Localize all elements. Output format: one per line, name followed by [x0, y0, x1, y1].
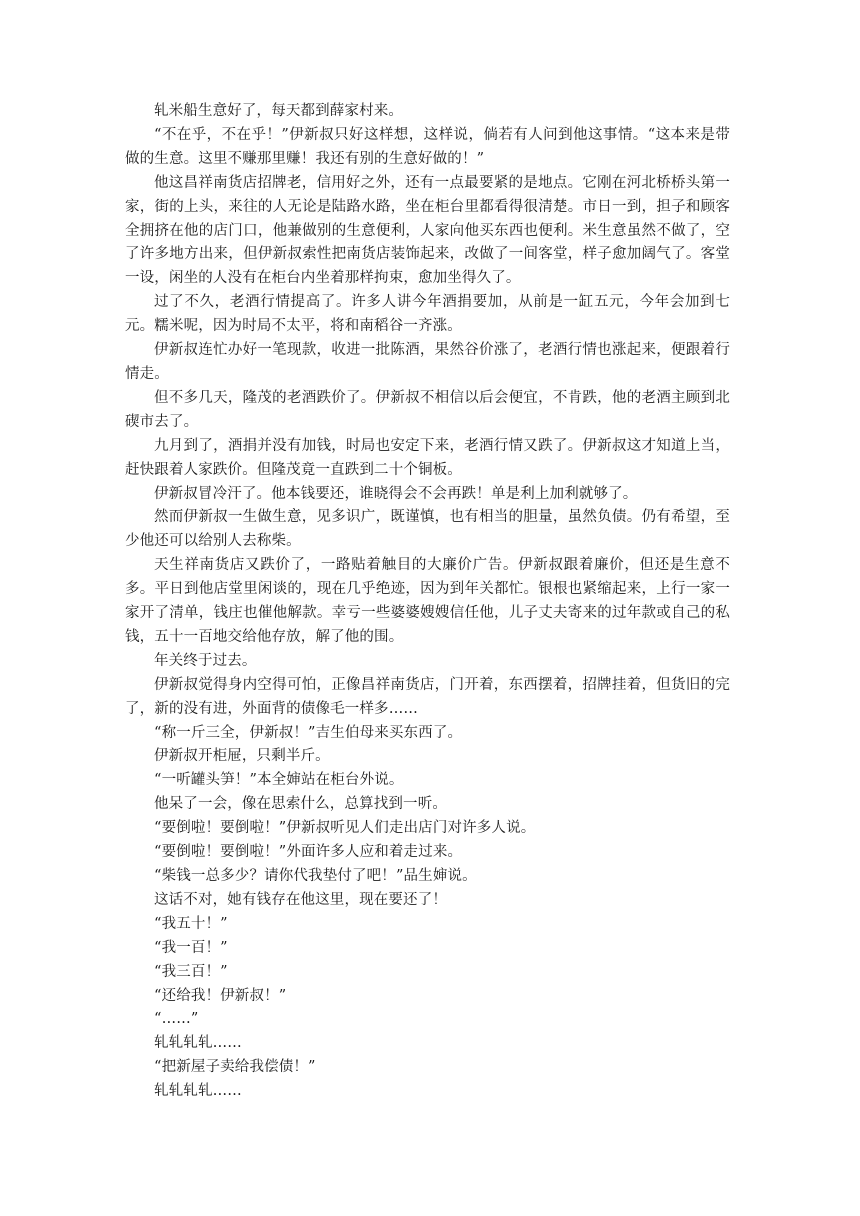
paragraph: 天生祥南货店又跌价了，一路贴着触目的大廉价广告。伊新叔跟着廉价，但还是生意不多。平日到他店堂里闲谈的，现在几乎绝迹，因为到年关都忙。银根也紧缩起来，上行一家一家开了清单，钱庄也催他解款。幸亏一些婆婆嫂嫂信任他，儿子丈夫寄来的过年款或自己的私钱，五十一百地交给他存放，解了他的围。 — [125, 557, 730, 645]
paragraph: “一听罐头笋！”本全婶站在柜台外说。 — [154, 772, 404, 789]
paragraph: 这话不对，她有钱存在他这里，现在要还了！ — [154, 891, 447, 908]
paragraph: “我一百！” — [154, 939, 228, 956]
paragraph: “要倒啦！要倒啦！”外面许多人应和着走过来。 — [154, 844, 463, 861]
paragraph: “我五十！” — [154, 915, 228, 932]
paragraph: 轧轧轧轧…… — [154, 1035, 242, 1052]
paragraph: 九月到了，酒捐并没有加钱，时局也安定下来，老酒行情又跌了。伊新叔这才知道上当，赶快跟着人家跌价。但隆茂竟一直跌到二十个铜板。 — [125, 437, 730, 478]
paragraph: “柴钱一总多少？请你代我垫付了吧！”品生婶说。 — [154, 868, 477, 884]
paragraph: 但不多几天，隆茂的老酒跌价了。伊新叔不相信以后会便宜，不肯跌，他的老酒主顾到北碶市去了。 — [125, 389, 730, 430]
paragraph: 轧轧轧轧…… — [154, 1083, 242, 1100]
paragraph: 然而伊新叔一生做生意，见多识广，既谨慎，也有相当的胆量，虽然负债。仍有希望，至少他还可以给别人去称柴。 — [125, 509, 730, 550]
paragraph: 他呆了一会，像在思索什么，总算找到一听。 — [154, 796, 447, 813]
paragraph: 年关终于过去。 — [154, 652, 257, 669]
paragraph: “……” — [154, 1011, 199, 1028]
paragraph: “把新屋子卖给我偿债！” — [154, 1059, 316, 1076]
paragraph: 伊新叔觉得身内空得可怕，正像昌祥南货店，门开着，东西摆着，招牌挂着，但货旧的完了，新的没有进，外面背的债像毛一样多…… — [125, 676, 730, 717]
paragraph: “不在乎，不在乎！”伊新叔只好这样想，这样说，倘若有人问到他这事情。“这本来是带做的生意。这里不赚那里赚！我还有别的生意好做的！” — [125, 126, 730, 167]
document-page — [125, 100, 730, 1104]
paragraph: 轧米船生意好了，每天都到薛家村来。 — [154, 103, 404, 119]
paragraph: 伊新叔开柜屉，只剩半斤。 — [154, 748, 330, 765]
paragraph: “我三百！” — [154, 963, 228, 980]
paragraph: 伊新叔冒冷汗了。他本钱要还，谁晓得会不会再跌！单是利上加利就够了。 — [154, 485, 638, 502]
paragraph: 过了不久，老酒行情提高了。许多人讲今年酒捐要加，从前是一缸五元，今年会加到七元。糯米呢，因为时局不太平，将和南稻谷一齐涨。 — [125, 294, 730, 335]
paragraph: 他这昌祥南货店招牌老，信用好之外，还有一点最要紧的是地点。它刚在河北桥桥头第一家，街的上头，来往的人无论是陆路水路，坐在柜台里都看得很清楚。市日一到，担子和顾客全拥挤在他的店门口，他兼做别的生意便利，人家向他买东西也便利。米生意虽然不做了，空了许多地方出来，但伊新叔索性把南货店装饰起来，改做了一间客堂，样子愈加阔气了。客堂一设，闲坐的人没有在柜台内坐着那样拘束，愈加坐得久了。 — [125, 174, 730, 287]
paragraph: “称一斤三全，伊新叔！”吉生伯母来买东西了。 — [154, 724, 463, 741]
paragraph: “还给我！伊新叔！” — [154, 987, 287, 1004]
paragraph: 伊新叔连忙办好一笔现款，收进一批陈酒，果然谷价涨了，老酒行情也涨起来，便跟着行情走。 — [125, 342, 730, 382]
paragraph: “要倒啦！要倒啦！”伊新叔听见人们走出店门对许多人说。 — [154, 820, 536, 837]
